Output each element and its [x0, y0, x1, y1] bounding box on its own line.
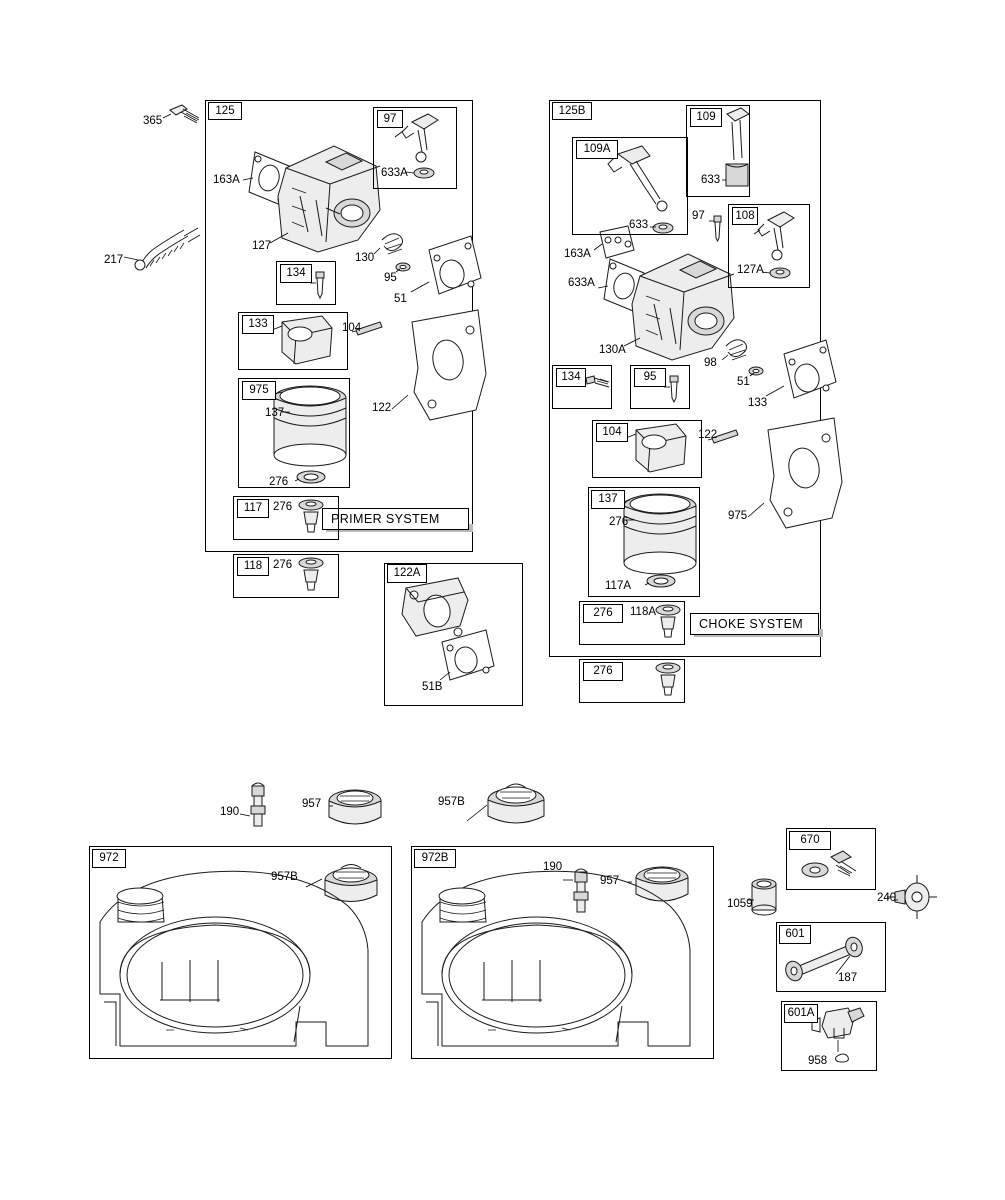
callout-276-bowl-choke: 117A	[605, 580, 632, 592]
group-box-975-primer	[238, 378, 350, 488]
ref-118: 118	[243, 560, 263, 572]
part-122A-manifold	[402, 578, 468, 636]
ref-122A: 122A	[393, 567, 421, 579]
part-122-bracket-choke	[748, 418, 842, 528]
callout-633-right: 633	[701, 174, 721, 186]
callout-217: 217	[104, 254, 124, 266]
ref-box-972B	[414, 849, 456, 868]
group-box-187	[776, 922, 886, 992]
ref-975: 975	[249, 384, 269, 396]
callout-190-b: 190	[543, 861, 563, 873]
choke-system-label	[690, 613, 819, 635]
part-365-screw	[163, 105, 199, 123]
group-box-133-choke	[592, 420, 702, 478]
ref-109A: 109A	[583, 143, 611, 155]
callout-633A-choke: 127A	[737, 264, 764, 276]
part-957-fuel-cap-a	[329, 790, 381, 824]
ref-134: 134	[286, 267, 306, 279]
part-957B-cap-assembly-a	[467, 784, 544, 823]
ref-972: 972	[99, 852, 119, 864]
callout-163A: 163A	[213, 174, 240, 186]
callout-104: 104	[342, 322, 362, 334]
ref-134-choke: 95	[643, 371, 657, 383]
group-box-134-choke	[630, 365, 690, 409]
callout-127: 127	[252, 240, 272, 252]
ref-box-972	[92, 849, 126, 868]
part-122-bracket	[392, 310, 486, 420]
ref-97: 97	[383, 112, 397, 125]
ref-133: 133	[248, 318, 268, 330]
part-217-spring	[124, 228, 200, 270]
callout-601: 187	[838, 972, 858, 984]
ref-975-choke: 137	[598, 493, 618, 505]
callout-276-118: 276	[273, 559, 293, 571]
callout-276-117A: 118A	[630, 606, 657, 618]
callout-365: 365	[143, 115, 163, 127]
callout-122: 122	[372, 402, 392, 414]
callout-104-choke: 122	[698, 429, 718, 441]
callout-130: 130	[355, 252, 375, 264]
ref-box-125	[208, 102, 242, 120]
part-957-fuel-cap-b	[628, 867, 688, 901]
ref-97-choke: 108	[735, 209, 755, 222]
callout-957B-b: 957B	[271, 871, 298, 883]
part-95-washer	[396, 263, 410, 272]
callout-692: 97	[692, 210, 705, 222]
part-95-washer-choke	[749, 367, 763, 376]
part-51-gasket	[411, 236, 481, 294]
callout-51B: 51B	[422, 681, 443, 693]
part-125B-carburetor	[624, 254, 734, 360]
ref-118A: 276	[593, 665, 613, 677]
callout-957-b: 957	[600, 875, 620, 887]
ref-117A: 276	[593, 607, 613, 619]
ref-1059: 670	[800, 834, 820, 846]
ref-133-choke: 104	[602, 426, 622, 438]
ref-125: 125	[215, 104, 235, 117]
callout-240: 240	[877, 892, 897, 904]
ref-958: 601A	[787, 1007, 815, 1019]
primer-system-label	[322, 508, 469, 530]
callout-957-a: 957	[302, 798, 322, 810]
callout-137-choke: 276	[609, 516, 629, 528]
callout-276-117: 276	[273, 501, 293, 513]
primer-system-text: PRIMER SYSTEM	[331, 512, 440, 526]
part-130A-spring	[722, 340, 747, 360]
part-51-gasket-choke	[766, 340, 836, 398]
ref-box-125B	[552, 102, 592, 120]
ref-117: 117	[243, 502, 263, 514]
callout-137: 137	[265, 407, 285, 419]
ref-187: 601	[785, 928, 805, 940]
callout-633A: 633A	[381, 167, 408, 179]
callout-95: 95	[384, 272, 397, 284]
callout-95-choke: 51	[737, 376, 750, 388]
callout-127A: 130A	[599, 344, 626, 356]
ref-125B: 125B	[558, 104, 586, 117]
group-box-1059	[786, 828, 876, 890]
callout-122-choke: 975	[728, 510, 748, 522]
ref-box-122A	[387, 564, 427, 583]
part-692-screw	[709, 216, 721, 241]
callout-190-a: 190	[220, 806, 240, 818]
group-box-118A-choke	[579, 659, 685, 703]
group-box-134-primer	[276, 261, 336, 305]
part-130-spring	[374, 234, 403, 254]
part-957B-cap-assembly-b	[306, 865, 377, 902]
part-125-carburetor	[270, 146, 380, 252]
callout-51: 51	[394, 293, 407, 305]
part-190-fitting-a	[240, 783, 265, 826]
group-box-98-choke	[552, 365, 612, 409]
callout-633-left: 633	[629, 219, 649, 231]
callout-108: 163A	[564, 248, 591, 260]
part-190-fitting-b	[563, 869, 588, 912]
callout-51-choke: 133	[748, 397, 768, 409]
ref-98: 134	[561, 371, 581, 383]
part-51B-gasket	[440, 630, 494, 680]
callout-276-bowl: 276	[269, 476, 289, 488]
choke-system-text: CHOKE SYSTEM	[699, 617, 804, 631]
callout-601A: 958	[808, 1055, 828, 1067]
group-box-133-primer	[238, 312, 348, 370]
callout-163A-choke: 633A	[568, 277, 595, 289]
ref-972B: 972B	[421, 852, 449, 864]
callout-957B-a: 957B	[438, 796, 465, 808]
callout-670: 1059	[727, 898, 753, 910]
callout-130A: 98	[704, 357, 717, 369]
part-972-blower-housing	[100, 871, 368, 1046]
group-box-958	[781, 1001, 877, 1071]
ref-109: 109	[696, 111, 716, 123]
